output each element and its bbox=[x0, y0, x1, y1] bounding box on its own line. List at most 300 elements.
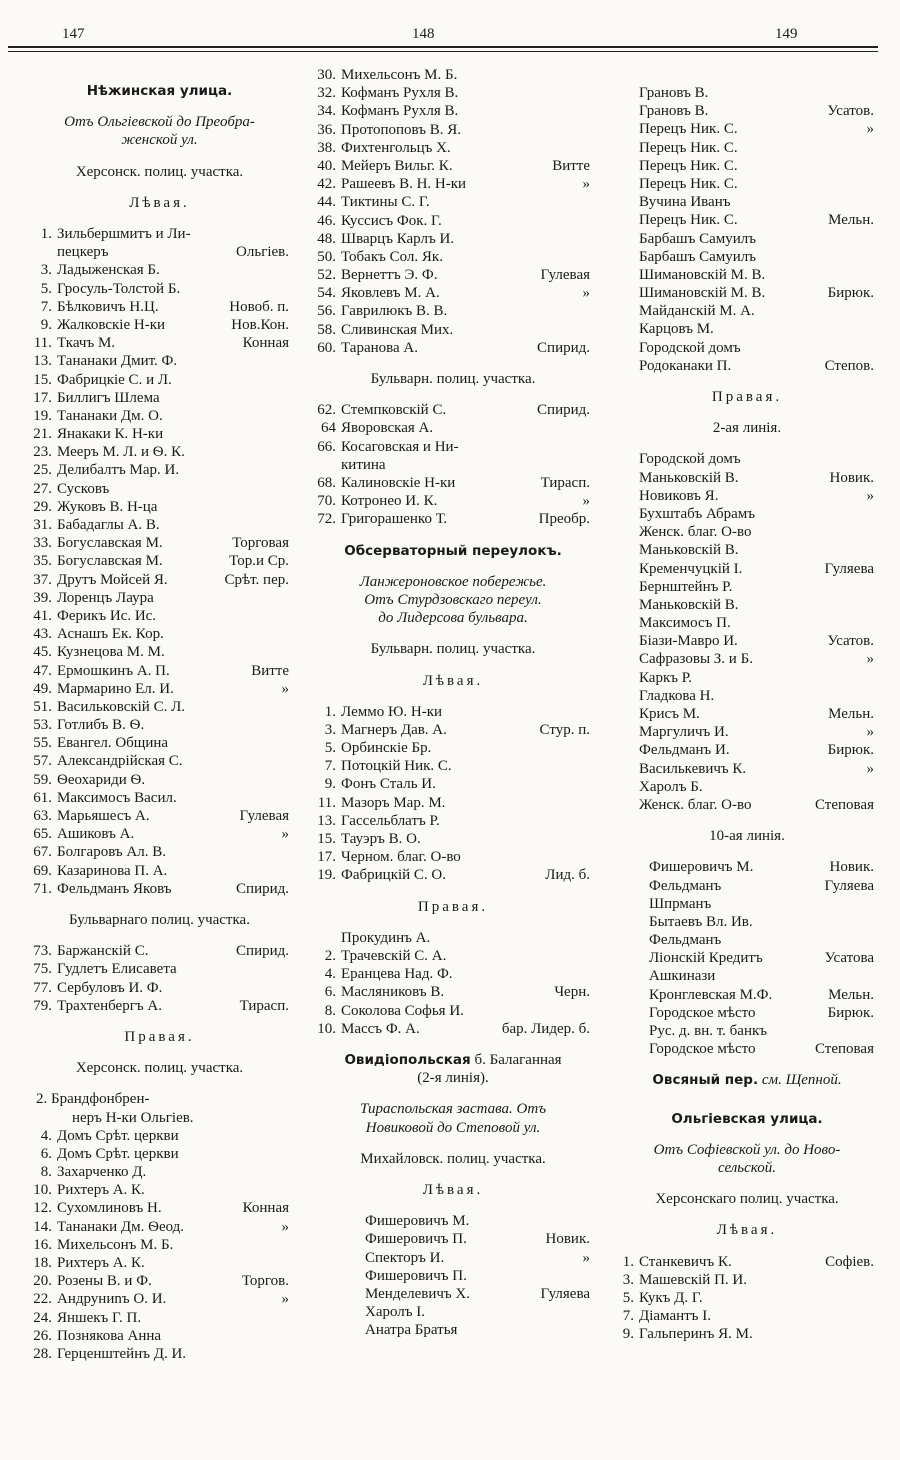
entry-number: 5. bbox=[40, 280, 52, 297]
street-extent: Тираспольская застава. Отъ bbox=[359, 1101, 547, 1118]
entry-name: Сусковъ bbox=[57, 480, 110, 497]
entry-number bbox=[612, 469, 639, 487]
entry-row bbox=[22, 1145, 297, 1163]
entry-name: Женск. благ. О-во bbox=[639, 796, 752, 813]
entry-row bbox=[22, 316, 297, 334]
entry-cross-street: Стур. п. bbox=[539, 721, 590, 738]
entry-row bbox=[22, 243, 297, 261]
entry-cross-street bbox=[289, 261, 297, 279]
entry-name: Фельдманъ Яковъ bbox=[57, 880, 172, 897]
entry-name: Фельдманъ bbox=[649, 877, 722, 894]
entry-name: Мейеръ Вильг. К. bbox=[341, 157, 453, 174]
entry-row bbox=[308, 775, 598, 793]
entry-name: Крисъ М. bbox=[639, 706, 700, 723]
entry-row bbox=[22, 407, 297, 425]
entry-row bbox=[22, 1309, 297, 1327]
entry-row bbox=[308, 866, 598, 884]
entry-number bbox=[612, 523, 639, 541]
entry-name: Ермошкинъ А. П. bbox=[57, 662, 170, 679]
entry-cross-street bbox=[590, 456, 598, 474]
entry-row bbox=[622, 1004, 882, 1022]
entry-row bbox=[612, 614, 882, 632]
street-extent: женской ул. bbox=[121, 132, 198, 149]
entry-name: Вернеттъ Э. Ф. bbox=[341, 267, 438, 284]
entry-name: Мазоръ Мар. М. bbox=[341, 794, 446, 811]
entry-row bbox=[332, 1267, 598, 1285]
entry-number bbox=[612, 193, 639, 211]
entry-cross-street bbox=[590, 1267, 598, 1285]
entry-cross-street: Мельн. bbox=[828, 986, 874, 1003]
entry-cross-street bbox=[590, 775, 598, 793]
entry-cross-street: Новоб. п. bbox=[229, 298, 289, 315]
entry-name: Шимановскій М. В. bbox=[639, 285, 766, 302]
entry-name: Казаринова П. А. bbox=[57, 862, 168, 879]
entry-number bbox=[612, 120, 639, 138]
entry-number bbox=[612, 723, 639, 741]
entry-cross-street bbox=[874, 578, 882, 596]
entry-cross-street bbox=[289, 225, 297, 243]
entry-row bbox=[308, 721, 598, 739]
entry-row bbox=[308, 175, 598, 193]
entry-cross-street: Гуляева bbox=[824, 877, 874, 894]
entry-cross-street: Степовая bbox=[815, 796, 874, 813]
street-name-bold: Овсяный пер. bbox=[652, 1072, 759, 1089]
entry-cross-street bbox=[590, 321, 598, 339]
entry-number: 3. bbox=[622, 1271, 634, 1288]
entry-name: Бытаевъ Вл. Ив. bbox=[649, 913, 753, 930]
entry-row bbox=[22, 371, 297, 389]
entry-name: Масляниковъ В. bbox=[341, 984, 445, 1001]
entry-number: 4. bbox=[324, 966, 336, 983]
entry-name: Перецъ Ник. С. bbox=[639, 121, 738, 138]
entry-list bbox=[612, 450, 882, 814]
entry-name: Рашеевъ В. Н. Н-ки bbox=[341, 176, 467, 193]
entry-row bbox=[22, 880, 297, 898]
entry-number: 34. bbox=[317, 103, 336, 120]
entry-name: Фабрицкіе С. и Л. bbox=[57, 371, 172, 388]
entry-name: Фишеровичъ П. bbox=[365, 1231, 467, 1248]
entry-number: 2. bbox=[324, 948, 336, 964]
entry-number: 14. bbox=[33, 1218, 52, 1235]
entry-number: 72. bbox=[317, 511, 336, 528]
entry-number bbox=[332, 1249, 365, 1267]
entry-number: 36. bbox=[317, 121, 336, 138]
entry-row bbox=[22, 825, 297, 843]
entry-name: Куссисъ Фок. Г. bbox=[341, 212, 442, 229]
entry-number: 17. bbox=[33, 389, 52, 406]
entry-number bbox=[622, 1040, 649, 1058]
side-heading-left: Лѣвая. bbox=[716, 1222, 778, 1239]
entry-cross-street bbox=[874, 450, 882, 468]
entry-row bbox=[308, 84, 598, 102]
entry-row bbox=[622, 858, 882, 876]
entry-cross-street: Тирасп. bbox=[540, 474, 590, 491]
entry-cross-street: Спирид. bbox=[537, 402, 590, 419]
side-heading-right: Правая. bbox=[124, 1028, 195, 1045]
entry-row bbox=[22, 461, 297, 479]
entry-row bbox=[22, 1181, 297, 1199]
entry-row bbox=[612, 541, 882, 559]
entry-number bbox=[612, 157, 639, 175]
entry-cross-street: Преобр. bbox=[538, 511, 590, 528]
entry-row bbox=[22, 698, 297, 716]
entry-row bbox=[308, 830, 598, 848]
entry-number: 42. bbox=[317, 176, 336, 193]
entry-name: Гладкова Н. bbox=[639, 687, 715, 704]
entry-number: 3. bbox=[324, 721, 336, 738]
entry-name: Шварцъ Карлъ И. bbox=[341, 230, 455, 247]
entry-number bbox=[622, 913, 649, 931]
entry-number: 7. bbox=[40, 298, 52, 315]
entry-cross-street bbox=[874, 931, 882, 949]
entry-row bbox=[22, 225, 297, 243]
entry-row bbox=[308, 812, 598, 830]
entry-name: Сливинская Мих. bbox=[341, 321, 454, 338]
entry-row bbox=[612, 1271, 882, 1289]
street-extent: Ланжероновское побережье. bbox=[359, 573, 547, 590]
entry-cross-street bbox=[590, 848, 598, 866]
street-extent: сельской. bbox=[718, 1160, 776, 1177]
entry-number bbox=[612, 705, 639, 723]
entry-cross-street bbox=[289, 698, 297, 716]
entry-cross-street: » bbox=[281, 826, 289, 843]
entry-cross-street: Конная bbox=[242, 1200, 289, 1217]
entry-row bbox=[308, 456, 598, 474]
entry-row bbox=[308, 401, 598, 419]
entry-name: Михельсонъ М. Б. bbox=[57, 1236, 174, 1253]
entry-cross-street bbox=[289, 516, 297, 534]
entry-number: 77. bbox=[33, 979, 52, 996]
entry-number bbox=[612, 505, 639, 523]
entry-cross-street: Бирюк. bbox=[827, 1004, 874, 1021]
entry-name: Бабадаглы А. В. bbox=[57, 517, 160, 534]
entry-number: 37. bbox=[33, 571, 52, 588]
entry-row bbox=[612, 284, 882, 302]
entry-number: 4. bbox=[40, 1127, 52, 1144]
entry-number: 67. bbox=[33, 844, 52, 861]
entry-cross-street bbox=[289, 589, 297, 607]
street-title: Ольгіевская улица. bbox=[671, 1110, 823, 1127]
entry-row bbox=[612, 796, 882, 814]
entry-cross-street: бар. Лидер. б. bbox=[501, 1020, 590, 1037]
entry-number bbox=[332, 1321, 365, 1339]
entry-number bbox=[332, 1303, 365, 1321]
entry-number bbox=[612, 796, 639, 814]
entry-cross-street bbox=[590, 812, 598, 830]
entry-row bbox=[22, 843, 297, 861]
entry-number: 32. bbox=[317, 85, 336, 102]
entry-number bbox=[308, 929, 341, 947]
entry-list bbox=[612, 1253, 882, 1344]
entry-name: Янакаки К. Н-ки bbox=[57, 426, 164, 443]
entry-number: 79. bbox=[33, 997, 52, 1014]
entry-number: 11. bbox=[33, 335, 52, 352]
entry-name: Родоканаки П. bbox=[639, 357, 732, 374]
entry-cross-street bbox=[590, 947, 598, 965]
entry-name: Евангел. Община bbox=[57, 735, 169, 752]
street-extent: Отъ Софіевской ул. до Ново- bbox=[653, 1141, 841, 1158]
entry-name: Богуславская М. bbox=[57, 553, 163, 570]
entry-name: Александрійская С. bbox=[57, 753, 183, 770]
entry-name: пецкеръ bbox=[57, 244, 109, 261]
entry-row bbox=[612, 193, 882, 211]
entry-row bbox=[612, 1253, 882, 1271]
entry-number: 23. bbox=[33, 444, 52, 461]
entry-row bbox=[612, 687, 882, 705]
entry-name: Герценштейнъ Д. И. bbox=[57, 1345, 187, 1362]
entry-name: Бухштабъ Абрамъ bbox=[639, 505, 756, 522]
entry-cross-street bbox=[289, 1309, 297, 1327]
entry-number bbox=[622, 986, 649, 1004]
entry-row bbox=[612, 175, 882, 193]
entry-row bbox=[332, 1285, 598, 1303]
entry-cross-street: » bbox=[582, 285, 590, 302]
entry-number: 19. bbox=[33, 407, 52, 424]
entry-number: 50. bbox=[317, 248, 336, 265]
entry-cross-street bbox=[874, 1271, 882, 1289]
entry-number bbox=[612, 741, 639, 759]
entry-number: 6. bbox=[40, 1145, 52, 1162]
district-heading: Херсонск. полиц. участка. bbox=[75, 163, 244, 180]
entry-cross-street bbox=[289, 371, 297, 389]
entry-name: китина bbox=[341, 456, 386, 473]
entry-name: Розены В. и Ф. bbox=[57, 1273, 152, 1290]
entry-cross-street bbox=[874, 139, 882, 157]
entry-name: Станкевичъ К. bbox=[639, 1253, 732, 1270]
entry-number: 39. bbox=[33, 589, 52, 606]
entry-name: Богуславская М. bbox=[57, 535, 163, 552]
entry-number: 64 bbox=[321, 420, 336, 437]
entry-list bbox=[308, 401, 598, 528]
entry-row bbox=[308, 339, 598, 357]
entry-number: 8. bbox=[324, 1002, 336, 1019]
entry-number bbox=[332, 1267, 365, 1285]
entry-number: 33. bbox=[33, 535, 52, 552]
entry-cross-street bbox=[289, 960, 297, 978]
entry-cross-street bbox=[590, 965, 598, 983]
entry-name: Машевскій П. И. bbox=[639, 1271, 748, 1288]
entry-row bbox=[612, 357, 882, 375]
entry-cross-street: Тирасп. bbox=[239, 997, 289, 1014]
entry-row bbox=[22, 789, 297, 807]
entry-cross-street bbox=[289, 734, 297, 752]
entry-row bbox=[612, 120, 882, 138]
entry-name: Григорашенко Т. bbox=[341, 511, 448, 528]
entry-name: Ферикъ Ис. Ис. bbox=[57, 607, 157, 624]
entry-cross-street: Гулевая bbox=[239, 808, 289, 825]
entry-row bbox=[308, 121, 598, 139]
entry-cross-street: » bbox=[582, 1249, 590, 1266]
entry-number: 9. bbox=[40, 316, 52, 333]
entry-row bbox=[22, 1272, 297, 1290]
entry-number bbox=[622, 877, 649, 895]
entry-row bbox=[308, 757, 598, 775]
entry-number: 25. bbox=[33, 462, 52, 479]
entry-row bbox=[612, 778, 882, 796]
street-extent: Новиковой до Степовой ул. bbox=[365, 1119, 541, 1136]
entry-name: Максимосъ Васил. bbox=[57, 789, 177, 806]
entry-cross-street: Спирид. bbox=[236, 943, 289, 960]
entry-name: Бернштейнъ Р. bbox=[639, 578, 733, 595]
entry-name: Стемпковскій С. bbox=[341, 402, 447, 419]
entry-cross-street bbox=[289, 643, 297, 661]
entry-row bbox=[308, 929, 598, 947]
entry-name: Рихтеръ А. К. bbox=[57, 1255, 145, 1271]
entry-name: Трачевскій С. А. bbox=[341, 948, 447, 964]
entry-number: 75. bbox=[33, 961, 52, 978]
entry-row bbox=[308, 1020, 598, 1038]
entry-row bbox=[612, 248, 882, 266]
entry-row bbox=[22, 862, 297, 880]
entry-number bbox=[612, 175, 639, 193]
entry-cross-street bbox=[289, 480, 297, 498]
entry-cross-street: Усатова bbox=[824, 950, 874, 967]
entry-cross-street bbox=[289, 407, 297, 425]
entry-list bbox=[22, 225, 297, 898]
entry-name: Перецъ Ник. С. bbox=[639, 157, 738, 174]
entry-name: Гудлетъ Елисавета bbox=[57, 961, 177, 978]
entry-number: 70. bbox=[317, 493, 336, 510]
entry-number: 1. bbox=[622, 1253, 634, 1270]
entry-cross-street bbox=[874, 248, 882, 266]
entry-number: 7. bbox=[324, 758, 336, 775]
entry-row bbox=[612, 487, 882, 505]
entry-name: Лоренцъ Лаура bbox=[57, 589, 154, 606]
entry-number: 45. bbox=[33, 644, 52, 661]
entry-row bbox=[22, 534, 297, 552]
entry-row bbox=[22, 516, 297, 534]
entry-name: Аснашъ Ек. Кор. bbox=[57, 626, 164, 643]
street-extent: Отъ Стурдзовскаго переул. bbox=[364, 591, 542, 608]
entry-name: Фихтенгольцъ Х. bbox=[341, 139, 451, 156]
entry-number: 51. bbox=[33, 698, 52, 715]
entry-name: Майданскій М. А. bbox=[639, 303, 755, 320]
entry-number: 27. bbox=[33, 480, 52, 497]
entry-cross-street bbox=[590, 757, 598, 775]
entry-number bbox=[612, 320, 639, 338]
entry-row bbox=[308, 510, 598, 528]
entry-name: Кузнецова М. М. bbox=[57, 644, 165, 661]
entry-name: Гаврилюкъ В. В. bbox=[341, 303, 448, 320]
entry-row bbox=[308, 739, 598, 757]
entry-name: Прокудинъ А. bbox=[341, 929, 431, 946]
entry-number bbox=[622, 949, 649, 967]
entry-row bbox=[22, 298, 297, 316]
entry-name: Городское мѣсто bbox=[649, 1004, 756, 1021]
entry-row bbox=[622, 986, 882, 1004]
entry-row bbox=[612, 211, 882, 229]
entry-number: 13. bbox=[317, 812, 336, 829]
entry-name: Массъ Ф. А. bbox=[341, 1020, 420, 1037]
entry-name: Тиктины С. Г. bbox=[341, 194, 430, 211]
entry-cross-street bbox=[874, 614, 882, 632]
entry-cross-street: Срѣт. пер. bbox=[224, 571, 289, 588]
entry-cross-street bbox=[289, 389, 297, 407]
entry-row bbox=[332, 1303, 598, 1321]
entry-name: Готлибъ В. Ѳ. bbox=[57, 717, 145, 734]
entry-name: Тананаки Дм. О. bbox=[57, 407, 163, 424]
street-title: Обсерваторный переулокъ. bbox=[344, 542, 562, 559]
entry-number bbox=[612, 632, 639, 650]
entry-name: Жуковъ В. Н-ца bbox=[57, 498, 158, 515]
entry-cross-street bbox=[289, 461, 297, 479]
entry-number: 10. bbox=[317, 1020, 336, 1037]
page-number-center: 148 bbox=[412, 26, 435, 42]
entry-name: Таранова А. bbox=[341, 339, 419, 356]
entry-name: Домъ Срѣт. церкви bbox=[57, 1145, 179, 1162]
entry-number bbox=[612, 541, 639, 559]
entry-number bbox=[612, 339, 639, 357]
entry-number bbox=[332, 1212, 365, 1230]
entry-name: Харолъ І. bbox=[365, 1304, 426, 1321]
entry-row bbox=[622, 1022, 882, 1040]
entry-cross-street bbox=[289, 1145, 297, 1163]
entry-name: Еранцева Над. Ф. bbox=[341, 966, 453, 983]
entry-name: Ладыженская Б. bbox=[57, 262, 160, 279]
column-3 bbox=[612, 84, 882, 1344]
entry-name: Перецъ Ник. С. bbox=[639, 212, 738, 229]
entry-row bbox=[612, 705, 882, 723]
side-heading-left: Лѣвая. bbox=[422, 672, 484, 689]
entry-name: Маньковскій В. bbox=[639, 596, 739, 613]
entry-name: Михельсонъ М. Б. bbox=[341, 67, 458, 83]
entry-number: 38. bbox=[317, 139, 336, 156]
entry-name: Ткачъ М. bbox=[57, 335, 116, 352]
entry-row bbox=[612, 320, 882, 338]
entry-name: Андруниnъ О. И. bbox=[57, 1291, 167, 1308]
entry-cross-street bbox=[874, 1325, 882, 1343]
entry-cross-street: » bbox=[281, 1218, 289, 1235]
entry-number: 26. bbox=[33, 1327, 52, 1344]
entry-cross-street: » bbox=[582, 176, 590, 193]
entry-row bbox=[22, 480, 297, 498]
entry-row bbox=[622, 949, 882, 967]
entry-name: Бѣлковичъ Н.Ц. bbox=[57, 298, 159, 315]
entry-cross-street bbox=[874, 230, 882, 248]
entry-name: Мееръ М. Л. и Ѳ. К. bbox=[57, 444, 185, 461]
entry-number: 5. bbox=[324, 740, 336, 757]
entry-row bbox=[22, 643, 297, 661]
entry-number: 28. bbox=[33, 1345, 52, 1362]
entry-name: Шпрманъ bbox=[649, 895, 712, 912]
entry-cross-street bbox=[590, 193, 598, 211]
entry-cross-street: Новик. bbox=[829, 469, 874, 486]
entry-name: Василькевичъ К. bbox=[639, 760, 747, 777]
entry-number: 29. bbox=[33, 498, 52, 515]
entry-name: Рихтеръ А. К. bbox=[57, 1182, 145, 1199]
entry-row bbox=[622, 931, 882, 949]
entry-row bbox=[332, 1321, 598, 1339]
entry-name: Перецъ Ник. С. bbox=[639, 139, 738, 156]
entry-row bbox=[308, 983, 598, 1001]
entry-row bbox=[308, 266, 598, 284]
entry-cross-street: Бирюк. bbox=[827, 285, 874, 302]
entry-row bbox=[22, 662, 297, 680]
entry-cross-street bbox=[289, 862, 297, 880]
entry-row bbox=[332, 1230, 598, 1248]
entry-name: Перецъ Ник. С. bbox=[639, 175, 738, 192]
entry-row bbox=[612, 139, 882, 157]
entry-row bbox=[22, 1345, 297, 1363]
entry-name: Женск. благ. О-во bbox=[639, 524, 752, 541]
district-heading: Михайловск. полиц. участка. bbox=[360, 1150, 546, 1167]
entry-number: 35. bbox=[33, 553, 52, 570]
entry-name: Харолъ Б. bbox=[639, 778, 703, 795]
entry-cross-street bbox=[590, 794, 598, 812]
entry-number: 58. bbox=[317, 321, 336, 338]
entry-number bbox=[612, 687, 639, 705]
street-extent: Отъ Ольгіевской до Преобра- bbox=[64, 114, 255, 131]
